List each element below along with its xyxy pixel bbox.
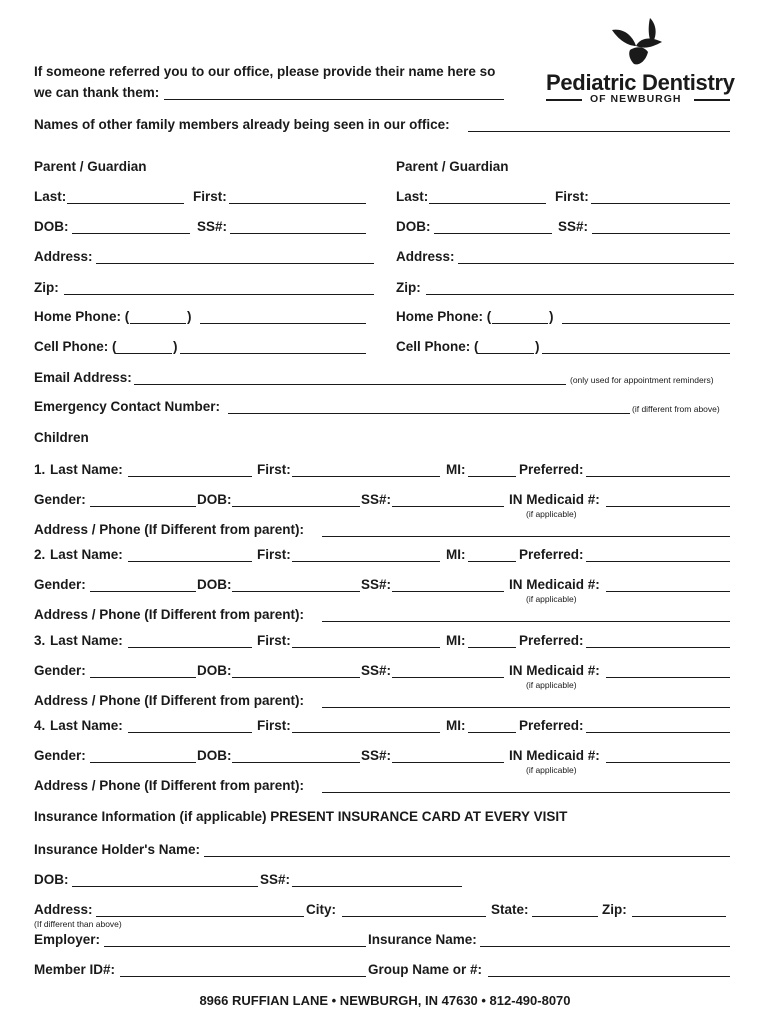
family-members-label: Names of other family members already being seen in our office:: [34, 117, 450, 132]
guardian2-dob-field[interactable]: [434, 233, 552, 234]
child-preferred-field[interactable]: [586, 561, 730, 562]
footer-address: 8966 RUFFIAN LANE • NEWBURGH, IN 47630 • 812-490-8070: [199, 993, 571, 1008]
child-mi-label: MI:: [446, 462, 466, 477]
child-number: 4.: [34, 718, 46, 733]
child-medicaid-note: (if applicable): [526, 594, 577, 604]
referral-name-field[interactable]: [164, 99, 504, 100]
child-gender-field[interactable]: [90, 762, 196, 763]
insurance-heading: Insurance Information (if applicable) PRESENT INSURANCE CARD AT EVERY VISIT: [34, 809, 568, 824]
child-ss-field[interactable]: [392, 677, 504, 678]
child-address-phone-field[interactable]: [322, 621, 730, 622]
guardian-heading-right: Parent / Guardian: [396, 159, 509, 174]
child-dob-label: DOB:: [197, 492, 232, 507]
child-gender-label: Gender:: [34, 748, 86, 763]
referral-text-line1: If someone referred you to our office, please provide their name here so: [34, 64, 496, 79]
child-number: 1.: [34, 462, 46, 477]
emergency-note: (if different from above): [632, 404, 720, 414]
child-mi-label: MI:: [446, 547, 466, 562]
insurance-address-field[interactable]: [96, 916, 304, 917]
insurance-ss-field[interactable]: [292, 886, 462, 887]
child-mi-field[interactable]: [468, 476, 516, 477]
child-first-field[interactable]: [292, 732, 440, 733]
child-medicaid-field[interactable]: [606, 506, 730, 507]
emergency-field[interactable]: [228, 413, 630, 414]
child-last-name-field[interactable]: [128, 476, 252, 477]
guardian1-home-phone-label: Home Phone: (: [34, 309, 130, 324]
guardian1-home-area-field[interactable]: [130, 323, 186, 324]
bird-logo-icon: [606, 16, 670, 68]
child-first-field[interactable]: [292, 561, 440, 562]
insurance-address-label: Address:: [34, 902, 93, 917]
logo-name: Pediatric Dentistry: [546, 70, 735, 95]
guardian2-ss-field[interactable]: [592, 233, 730, 234]
children-heading: Children: [34, 430, 89, 445]
child-preferred-label: Preferred:: [519, 547, 584, 562]
child-dob-field[interactable]: [232, 506, 360, 507]
guardian-heading-left: Parent / Guardian: [34, 159, 147, 174]
child-gender-label: Gender:: [34, 492, 86, 507]
child-medicaid-field[interactable]: [606, 677, 730, 678]
child-address-phone-label: Address / Phone (If Different from parent):: [34, 607, 305, 622]
guardian1-cell-area-field[interactable]: [116, 353, 172, 354]
guardian1-address-label: Address:: [34, 249, 93, 264]
child-address-phone-field[interactable]: [322, 707, 730, 708]
guardian2-last-field[interactable]: [429, 203, 546, 204]
guardian2-cell-phone-label: Cell Phone: (: [396, 339, 479, 354]
insurance-name-field[interactable]: [480, 946, 730, 947]
guardian1-first-field[interactable]: [229, 203, 366, 204]
insurance-holder-label: Insurance Holder's Name:: [34, 842, 201, 857]
guardian1-zip-label: Zip:: [34, 280, 59, 295]
guardian2-cell-area-field[interactable]: [478, 353, 534, 354]
employer-field[interactable]: [104, 946, 366, 947]
guardian2-cell-number-field[interactable]: [542, 353, 730, 354]
child-preferred-label: Preferred:: [519, 633, 584, 648]
guardian2-first-label: First:: [555, 189, 589, 204]
insurance-zip-field[interactable]: [632, 916, 726, 917]
guardian1-cell-paren: ): [173, 339, 178, 354]
child-gender-field[interactable]: [90, 677, 196, 678]
guardian1-dob-label: DOB:: [34, 219, 69, 234]
child-last-name-label: Last Name:: [50, 633, 123, 648]
child-ss-label: SS#:: [361, 492, 392, 507]
guardian1-ss-label: SS#:: [197, 219, 228, 234]
emergency-label: Emergency Contact Number:: [34, 399, 221, 414]
guardian2-home-area-field[interactable]: [492, 323, 548, 324]
child-number: 3.: [34, 633, 46, 648]
child-dob-field[interactable]: [232, 677, 360, 678]
child-medicaid-note: (if applicable): [526, 680, 577, 690]
insurance-ss-label: SS#:: [260, 872, 291, 887]
child-ss-field[interactable]: [392, 506, 504, 507]
child-address-phone-label: Address / Phone (If Different from parent):: [34, 778, 305, 793]
child-ss-field[interactable]: [392, 762, 504, 763]
child-first-label: First:: [257, 633, 291, 648]
child-medicaid-label: IN Medicaid #:: [509, 748, 600, 763]
child-first-field[interactable]: [292, 647, 440, 648]
insurance-zip-label: Zip:: [602, 902, 627, 917]
child-address-phone-field[interactable]: [322, 536, 730, 537]
child-preferred-field[interactable]: [586, 732, 730, 733]
guardian2-zip-label: Zip:: [396, 280, 421, 295]
guardian1-cell-number-field[interactable]: [180, 353, 366, 354]
child-mi-field[interactable]: [468, 732, 516, 733]
family-members-field[interactable]: [468, 131, 730, 132]
guardian1-last-label: Last:: [34, 189, 67, 204]
child-gender-label: Gender:: [34, 663, 86, 678]
logo-rule-left: [546, 99, 582, 101]
child-ss-label: SS#:: [361, 663, 392, 678]
insurance-dob-label: DOB:: [34, 872, 69, 887]
insurance-city-label: City:: [306, 902, 336, 917]
child-gender-field[interactable]: [90, 591, 196, 592]
guardian1-home-number-field[interactable]: [200, 323, 366, 324]
guardian2-home-paren: ): [549, 309, 554, 324]
guardian2-last-label: Last:: [396, 189, 429, 204]
child-address-phone-field[interactable]: [322, 792, 730, 793]
insurance-dob-field[interactable]: [72, 886, 258, 887]
child-first-label: First:: [257, 462, 291, 477]
email-note: (only used for appointment reminders): [570, 375, 714, 385]
insurance-address-note: (If different than above): [34, 919, 122, 929]
guardian2-first-field[interactable]: [591, 203, 730, 204]
insurance-city-field[interactable]: [342, 916, 486, 917]
child-last-name-label: Last Name:: [50, 462, 123, 477]
email-field[interactable]: [134, 384, 566, 385]
child-ss-label: SS#:: [361, 748, 392, 763]
child-dob-field[interactable]: [232, 762, 360, 763]
child-dob-label: DOB:: [197, 663, 232, 678]
insurance-state-field[interactable]: [532, 916, 598, 917]
child-last-name-label: Last Name:: [50, 547, 123, 562]
child-preferred-label: Preferred:: [519, 718, 584, 733]
child-dob-label: DOB:: [197, 748, 232, 763]
child-last-name-field[interactable]: [128, 732, 252, 733]
child-medicaid-label: IN Medicaid #:: [509, 577, 600, 592]
insurance-holder-field[interactable]: [204, 856, 730, 857]
child-ss-field[interactable]: [392, 591, 504, 592]
child-last-name-label: Last Name:: [50, 718, 123, 733]
insurance-state-label: State:: [491, 902, 529, 917]
referral-text-line2: we can thank them:: [34, 85, 160, 100]
logo-subtitle: OF NEWBURGH: [590, 93, 682, 105]
child-medicaid-label: IN Medicaid #:: [509, 492, 600, 507]
child-dob-field[interactable]: [232, 591, 360, 592]
group-name-label: Group Name or #:: [368, 962, 483, 977]
guardian1-home-paren: ): [187, 309, 192, 324]
child-preferred-label: Preferred:: [519, 462, 584, 477]
guardian2-cell-paren: ): [535, 339, 540, 354]
logo-rule-right: [694, 99, 730, 101]
child-first-field[interactable]: [292, 476, 440, 477]
child-address-phone-label: Address / Phone (If Different from parent):: [34, 693, 305, 708]
child-dob-label: DOB:: [197, 577, 232, 592]
child-gender-field[interactable]: [90, 506, 196, 507]
child-number: 2.: [34, 547, 46, 562]
email-label: Email Address:: [34, 370, 132, 385]
child-ss-label: SS#:: [361, 577, 392, 592]
child-last-name-field[interactable]: [128, 561, 252, 562]
guardian2-home-number-field[interactable]: [562, 323, 730, 324]
child-medicaid-field[interactable]: [606, 762, 730, 763]
child-mi-label: MI:: [446, 718, 466, 733]
child-medicaid-field[interactable]: [606, 591, 730, 592]
guardian2-dob-label: DOB:: [396, 219, 431, 234]
guardian1-cell-phone-label: Cell Phone: (: [34, 339, 117, 354]
child-mi-field[interactable]: [468, 561, 516, 562]
guardian1-ss-field[interactable]: [230, 233, 366, 234]
child-mi-field[interactable]: [468, 647, 516, 648]
guardian2-zip-field[interactable]: [426, 294, 734, 295]
child-first-label: First:: [257, 718, 291, 733]
group-name-field[interactable]: [488, 976, 730, 977]
guardian1-dob-field[interactable]: [72, 233, 190, 234]
guardian2-home-phone-label: Home Phone: (: [396, 309, 492, 324]
child-last-name-field[interactable]: [128, 647, 252, 648]
guardian1-last-field[interactable]: [67, 203, 184, 204]
guardian1-address-field[interactable]: [96, 263, 374, 264]
child-medicaid-note: (if applicable): [526, 765, 577, 775]
guardian2-address-field[interactable]: [458, 263, 734, 264]
child-preferred-field[interactable]: [586, 476, 730, 477]
guardian2-address-label: Address:: [396, 249, 455, 264]
guardian1-first-label: First:: [193, 189, 227, 204]
guardian2-ss-label: SS#:: [558, 219, 589, 234]
child-address-phone-label: Address / Phone (If Different from parent):: [34, 522, 305, 537]
child-preferred-field[interactable]: [586, 647, 730, 648]
insurance-name-label: Insurance Name:: [368, 932, 477, 947]
child-medicaid-note: (if applicable): [526, 509, 577, 519]
child-first-label: First:: [257, 547, 291, 562]
child-medicaid-label: IN Medicaid #:: [509, 663, 600, 678]
child-mi-label: MI:: [446, 633, 466, 648]
child-gender-label: Gender:: [34, 577, 86, 592]
guardian1-zip-field[interactable]: [64, 294, 374, 295]
member-id-label: Member ID#:: [34, 962, 116, 977]
employer-label: Employer:: [34, 932, 101, 947]
member-id-field[interactable]: [120, 976, 366, 977]
